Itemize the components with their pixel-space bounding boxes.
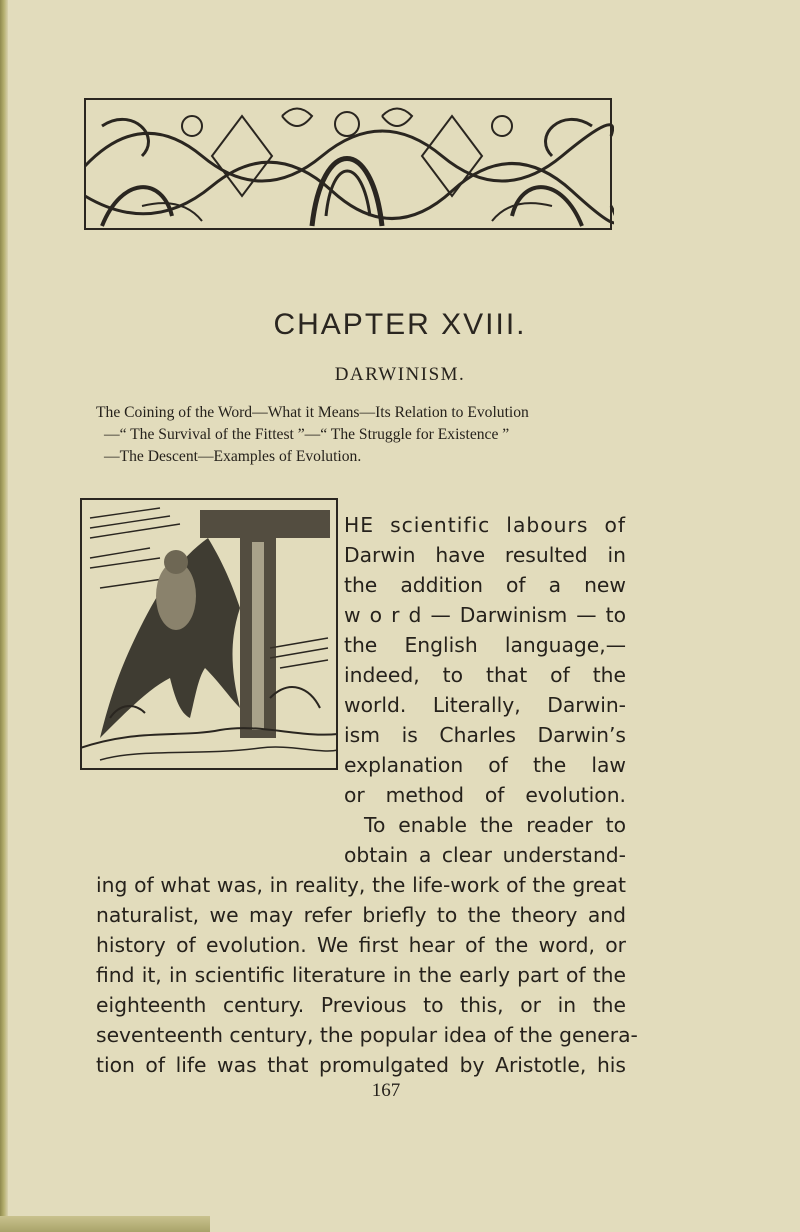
header-ornament: [82, 96, 614, 232]
text-line: To enable the reader to: [364, 813, 626, 837]
text-line: obtain a clear understand-: [344, 843, 626, 867]
text-line: eighteenth century. Previous to this, or in the: [96, 993, 626, 1017]
text-line: find it, in scientific literature in the early part of the: [96, 963, 626, 987]
summary-line: The Coining of the Word—What it Means—Its Relation to Evolution: [96, 404, 529, 421]
summary-line: —The Descent—Examples of Evolution.: [104, 448, 362, 465]
drop-cap-illustration: [80, 498, 338, 770]
text-line: indeed, to that of the: [344, 663, 626, 687]
text-line: or method of evolution.: [344, 783, 626, 807]
text-line: seventeenth century, the popular idea of the genera-: [96, 1023, 638, 1047]
chapter-summary: [96, 402, 636, 468]
page-bottom-edge: [0, 1216, 210, 1232]
text-line: history of evolution. We first hear of the word, or: [96, 933, 626, 957]
page-binding-edge: [0, 0, 8, 1232]
text-line: naturalist, we may refer briefly to the theory and: [96, 903, 626, 927]
chapter-title: CHAPTER XVIII.: [273, 308, 527, 341]
text-line: Darwin have resulted in: [344, 543, 626, 567]
text-line: the addition of a new: [344, 573, 626, 597]
text-line: w o r d — Darwinism — to: [344, 603, 626, 627]
page-number: 167: [371, 1080, 401, 1101]
text-line: ing of what was, in reality, the life-work of the great: [96, 873, 626, 897]
text-line: the English language,—: [344, 633, 626, 657]
text-line: explanation of the law: [344, 753, 626, 777]
text-line: tion of life was that promulgated by Aristotle, his: [96, 1053, 626, 1077]
text-line: world. Literally, Darwin-: [344, 693, 626, 717]
text-line: ism is Charles Darwin’s: [344, 723, 626, 747]
summary-line: —“ The Survival of the Fittest ”—“ The Struggle for Existence ”: [104, 426, 510, 443]
text-line: HE scientific labours of: [344, 513, 626, 537]
section-title: DARWINISM.: [334, 364, 466, 385]
